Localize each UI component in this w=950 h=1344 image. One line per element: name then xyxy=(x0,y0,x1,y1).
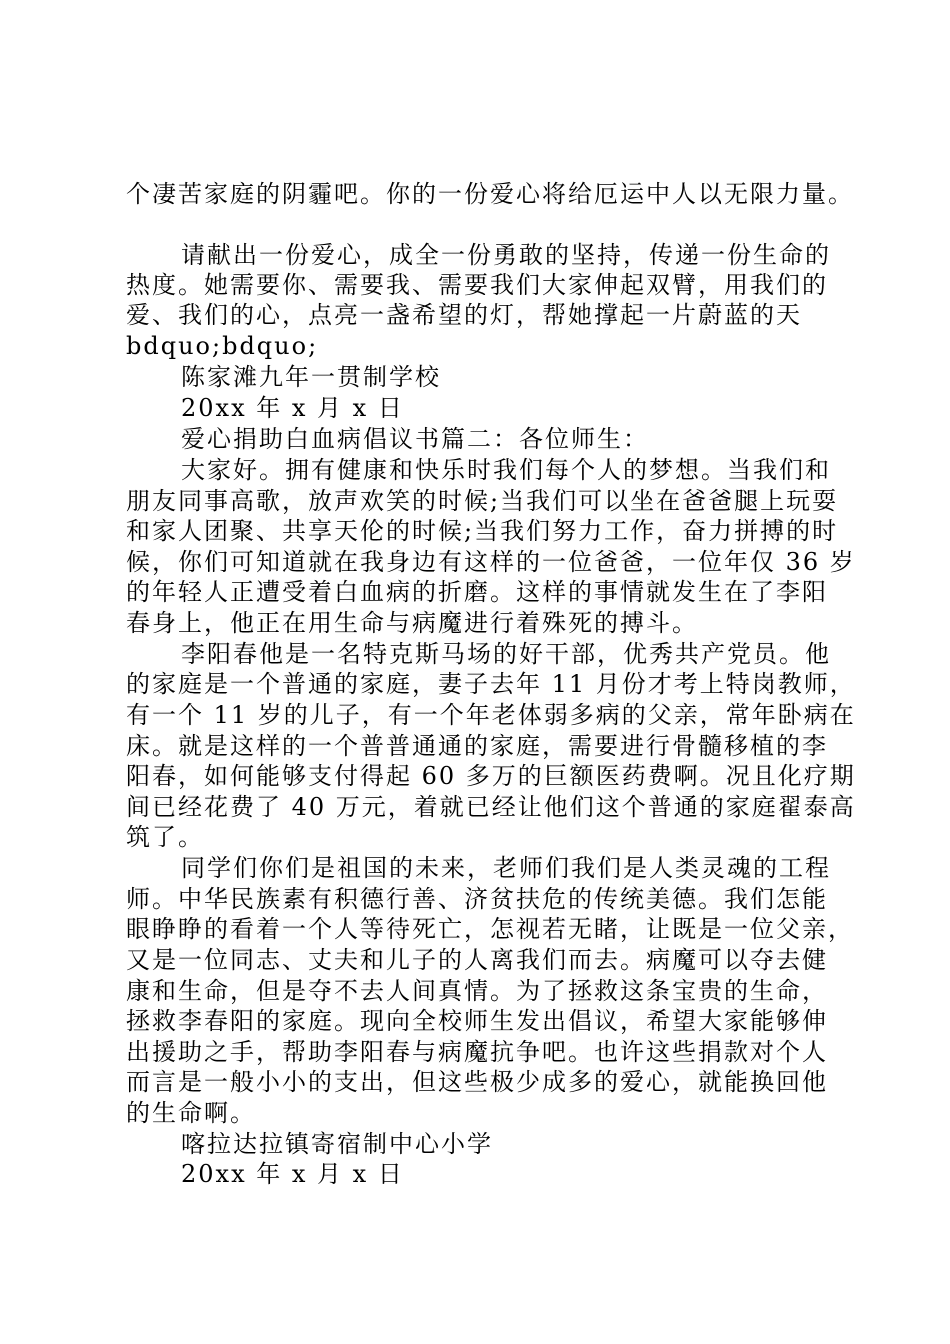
text-line: 个凄苦家庭的阴霾吧。你的一份爱心将给厄运中人以无限力量。 xyxy=(126,180,854,208)
text-line: bdquo;bdquo; xyxy=(126,332,319,360)
text-line: 师。中华民族素有积德行善、济贫扶危的传统美德。我们怎能 xyxy=(126,885,828,913)
text-line: 阳春，如何能够支付得起 60 多万的巨额医药费啊。况且化疗期 xyxy=(126,762,856,790)
text-line: 筑了。 xyxy=(126,823,204,851)
paragraph-first-line: 请献出一份爱心，成全一份勇敢的坚持，传递一份生命的 xyxy=(181,241,831,269)
paragraph-first-line: 李阳春他是一名特克斯马场的好干部，优秀共产党员。他 xyxy=(181,640,831,668)
text-line: 间已经花费了 40 万元，着就已经让他们这个普通的家庭翟泰高 xyxy=(126,793,856,821)
text-line: 和家人团聚、共享天伦的时候;当我们努力工作，奋力拼搏的时 xyxy=(126,517,839,545)
text-line: 出援助之手，帮助李阳春与病魔抗争吧。也许这些捐款对个人 xyxy=(126,1038,828,1066)
paragraph-first-line: 同学们你们是祖国的未来，老师们我们是人类灵魂的工程 xyxy=(181,854,831,882)
text-line: 的家庭是一个普通的家庭，妻子去年 11 月份才考上特岗教师， xyxy=(126,670,856,698)
signature-school: 喀拉达拉镇寄宿制中心小学 xyxy=(181,1130,493,1158)
text-line: 而言是一般小小的支出，但这些极少成多的爱心，就能换回他 xyxy=(126,1068,828,1096)
section-heading: 爱心捐助白血病倡议书篇二：各位师生： xyxy=(181,425,649,453)
text-line: 眼睁睁的看着一个人等待死亡，怎视若无睹，让既是一位父亲， xyxy=(126,915,854,943)
signature-date: 20xx 年 x 月 x 日 xyxy=(181,1160,404,1188)
signature-school: 陈家滩九年一贯制学校 xyxy=(181,363,441,391)
text-line: 康和生命，但是夺不去人间真情。为了拯救这条宝贵的生命， xyxy=(126,977,828,1005)
text-line: 的生命啊。 xyxy=(126,1099,256,1127)
text-line: 朋友同事高歌，放声欢笑的时候;当我们可以坐在爸爸腿上玩耍 xyxy=(126,487,839,515)
signature-date: 20xx 年 x 月 x 日 xyxy=(181,394,404,422)
text-line: 有一个 11 岁的儿子，有一个年老体弱多病的父亲，常年卧病在 xyxy=(126,701,856,729)
text-line: 拯救李春阳的家庭。现向全校师生发出倡议，希望大家能够伸 xyxy=(126,1007,828,1035)
text-line: 爱、我们的心，点亮一盏希望的灯，帮她撑起一片蔚蓝的天 xyxy=(126,301,802,329)
text-line: 又是一位同志、丈夫和儿子的人离我们而去。病魔可以夺去健 xyxy=(126,946,828,974)
text-line: 的年轻人正遭受着白血病的折磨。这样的事情就发生在了李阳 xyxy=(126,578,828,606)
paragraph-first-line: 大家好。拥有健康和快乐时我们每个人的梦想。当我们和 xyxy=(181,456,831,484)
text-line: 床。就是这样的一个普普通通的家庭，需要进行骨髓移植的李 xyxy=(126,732,828,760)
text-line: 春身上，他正在用生命与病魔进行着殊死的搏斗。 xyxy=(126,609,698,637)
text-line: 候，你们可知道就在我身边有这样的一位爸爸，一位年仅 36 岁 xyxy=(126,548,856,576)
text-line: 热度。她需要你、需要我、需要我们大家伸起双臂，用我们的 xyxy=(126,271,828,299)
